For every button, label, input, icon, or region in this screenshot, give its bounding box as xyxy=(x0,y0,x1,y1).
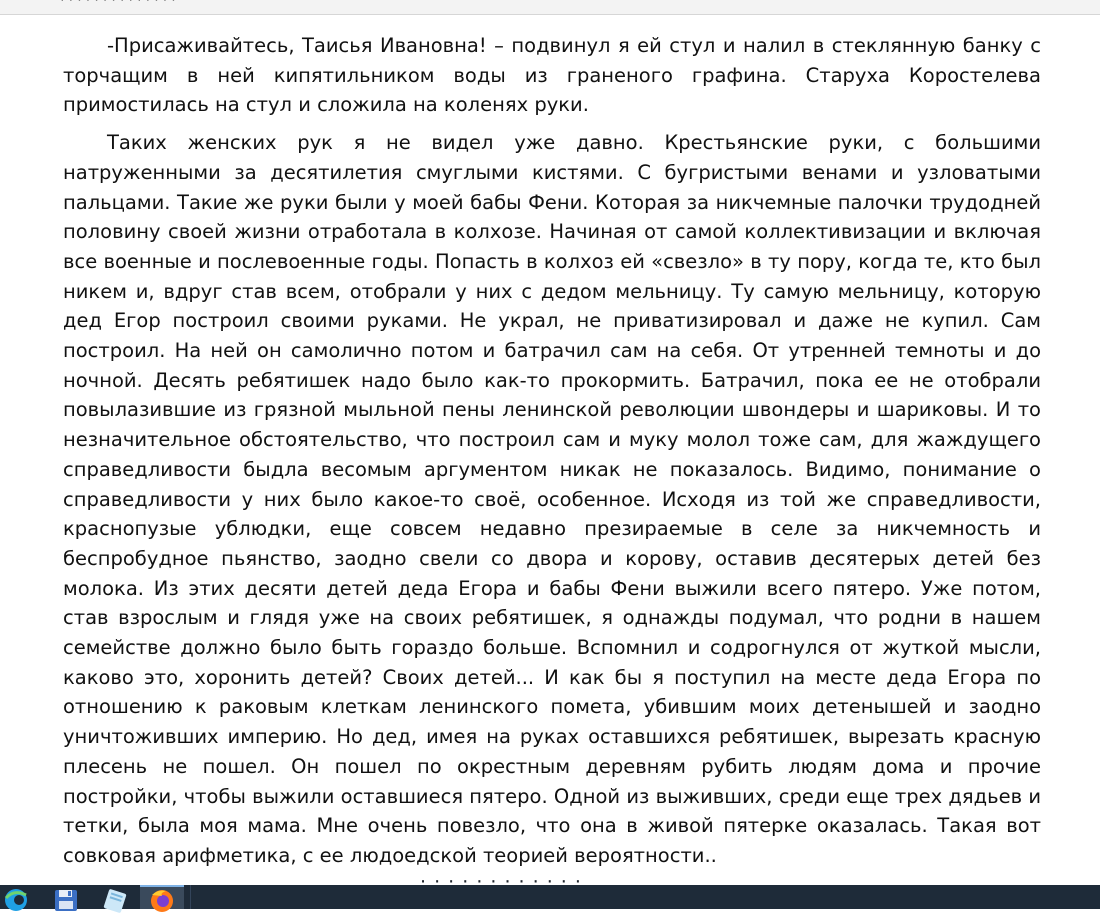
taskbar-firefox-button[interactable] xyxy=(140,885,184,909)
notepad-icon xyxy=(92,885,136,909)
taskbar-save-button[interactable] xyxy=(44,885,88,909)
edge-icon xyxy=(0,885,44,909)
taskbar-divider xyxy=(190,885,191,909)
document-body xyxy=(63,31,1041,871)
paragraph-1: -Присаживайтесь, Таисья Ивановна! – подвинул я ей стул и налил в стеклянную банку с торчащим в ней кипятильником воды из граненого графина. Старуха Коростелева примостилась на стул и сложила на коленях руки. xyxy=(63,34,1041,117)
cut-off-header-text xyxy=(60,0,176,7)
floppy-disk-icon xyxy=(44,885,88,909)
taskbar-overlap-text: · · · · · · · · · · · · xyxy=(420,871,582,893)
taskbar-edge-button[interactable] xyxy=(0,885,44,909)
taskbar xyxy=(0,871,1100,909)
firefox-icon xyxy=(140,887,184,909)
paragraph-2: Таких женских рук я не видел уже давно. Крестьянские руки, с большими натруженными за десятилетия смуглыми кистями. С бугристыми венами и узловатыми пальцами. Такие же руки были у моей бабы Фени. Которая за никчемные палочки трудодней половину своей жизни отработала в колхозе. Начиная от самой коллективизации и включая все военные и послевоенные годы. Попасть в колхоз ей «свезло» в ту пору, когда те, кто был никем и, вдруг став всем, отобрали у них с дедом мельницу. Ту самую мельницу, которую дед Егор построил своими руками. Не украл, не приватизировал и даже не купил. Сам построил. На ней он самолично потом и батрачил сам на себя. От утренней темноты и до ночной. Десять ребятишек надо было как-то прокормить. Батрачил, пока ее не отобрали повылазившие из грязной мыльной пены ленинской революции швондеры и шариковы. И то незначительное обстоятельство, что построил сам и муку молол тоже сам, для жаждущего справедливости быдла весомым аргументом никак не показалось. Видимо, понимание о справедливости у них было какое-то своё, особенное. Исходя из той же справедливости, краснопузые ублюдки, еще совсем недавно презираемые в селе за никчемность и беспробудное пьянство, заодно свели со двора и корову, оставив десятерых детей без молока. Из этих десяти детей деда Егора и бабы Фени выжили всего пятеро. Уже потом, став взрослым и глядя уже на своих ребятишек, я однажды подумал, что родни в нашем семействе должно было быть гораздо больше. Вспомнил и содрогнулся от жуткой мысли, каково это, хоронить детей? Своих детей... И как бы я поступил на месте деда Егора по отношению к раковым клеткам ленинского помета, убившим моих детенышей и заодно уничтоживших империю. Но дед, имея на руках оставшихся ребятишек, вырезать красную плесень не пошел. Он пошел по окрестным деревням рубить людям дома и прочие постройки, чтобы выжили оставшиеся пятеро. Одной из выживших, среди еще трех дядьев и тетки, была моя мама. Мне очень повезло, что она в живой пятерке оказалась. Такая вот совковая арифметика, с ее людоедской теорией вероятности.. xyxy=(63,131,1041,867)
browser-top-strip xyxy=(0,0,1100,15)
taskbar-notepad-button[interactable] xyxy=(92,885,136,909)
